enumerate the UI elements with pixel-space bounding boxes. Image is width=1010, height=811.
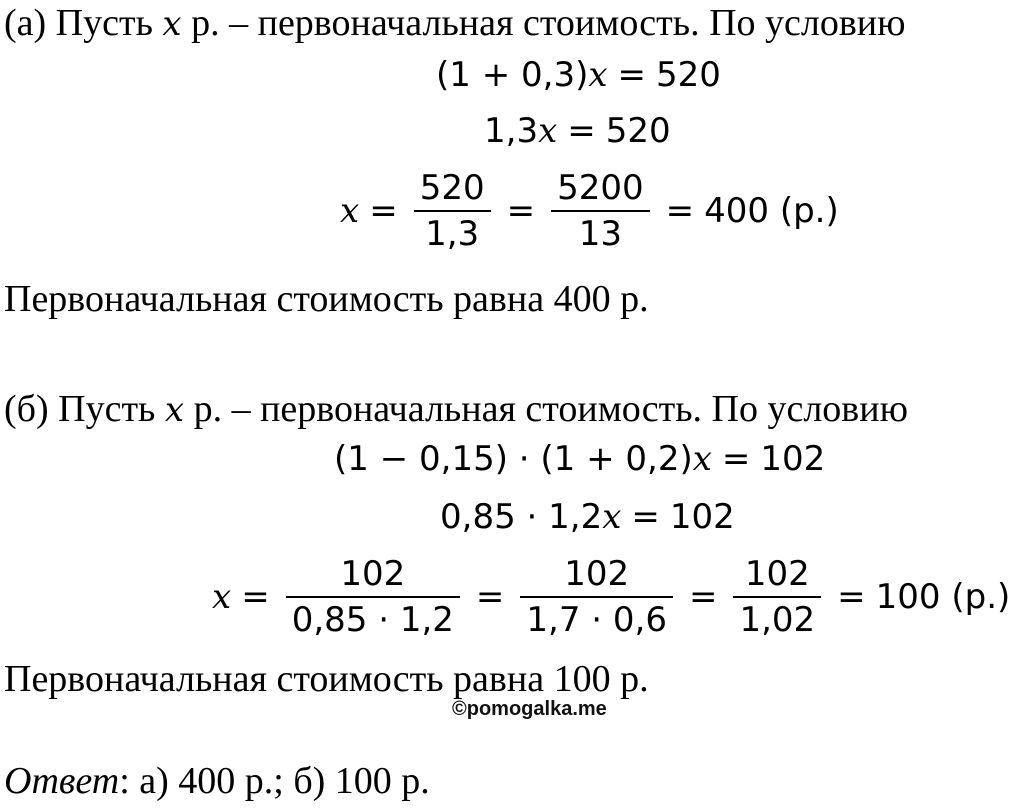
answer-text: : а) 400 р.; б) 100 р. xyxy=(119,760,430,802)
part-b-eq1-left: (1 − 0,15) · (1 + 0,2) xyxy=(334,439,693,479)
part-b-fraction-3-numerator: 102 xyxy=(744,554,810,594)
part-a-fraction-2-denominator: 13 xyxy=(578,214,622,254)
part-b-eq2-equals: = xyxy=(631,497,660,537)
part-a-eq1-left: (1 + 0,3) xyxy=(436,55,589,95)
part-a-eq2-var: x xyxy=(538,111,558,151)
part-a-eq3-result: 400 (р.) xyxy=(704,191,839,231)
answer-line xyxy=(4,758,430,804)
part-a-equation-2 xyxy=(484,108,671,154)
part-b-fraction-1-denominator: 0,85 · 1,2 xyxy=(291,600,454,640)
part-b-eq3-equals-4: = xyxy=(837,577,866,617)
part-a-fraction-1-denominator: 1,3 xyxy=(425,214,480,254)
part-b-eq2-left: 0,85 · 1,2 xyxy=(440,497,603,537)
part-a-eq2-right: 520 xyxy=(605,111,671,151)
part-a-conclusion: Первоначальная стоимость равна 400 р. xyxy=(4,278,649,320)
part-b-fraction-2-denominator: 1,7 · 0,6 xyxy=(526,600,667,640)
part-b-equation-1 xyxy=(334,436,825,482)
part-a-eq1-equals: = xyxy=(617,55,647,95)
part-b-eq3-result: 100 (р.) xyxy=(875,577,1010,617)
part-b-equation-2 xyxy=(440,494,735,540)
part-b-intro-suffix: р. – первоначальная стоимость. По условию xyxy=(184,388,908,430)
part-b-eq3-equals-3: = xyxy=(688,577,718,617)
part-b-conclusion: Первоначальная стоимость равна 100 р. xyxy=(4,658,649,700)
part-a-intro-suffix: р. – первоначальная стоимость. По условию xyxy=(181,2,906,44)
part-a-fraction-1-numerator: 520 xyxy=(419,168,485,208)
part-b-intro-var: x xyxy=(164,390,185,430)
part-b-fraction-2-numerator: 102 xyxy=(564,554,630,594)
part-b-fraction-3 xyxy=(733,552,821,642)
part-a-equation-3 xyxy=(340,166,839,256)
part-b-equation-3 xyxy=(212,552,1010,642)
part-a-eq2-left: 1,3 xyxy=(484,111,539,151)
part-a-eq3-var: x xyxy=(340,191,360,231)
part-a-intro-var: x xyxy=(162,4,182,44)
part-a-equation-1 xyxy=(436,52,721,98)
part-b-intro-prefix: (б) Пусть xyxy=(4,388,165,430)
part-b-fraction-1 xyxy=(286,552,460,642)
part-a-eq1-right: 520 xyxy=(656,55,721,95)
part-b-eq2-right: 102 xyxy=(669,497,735,537)
part-a-eq1-var: x xyxy=(588,55,608,95)
part-b-eq1-right: 102 xyxy=(760,439,826,479)
answer-label: Ответ xyxy=(4,760,120,802)
part-a-intro-prefix: (а) Пусть xyxy=(4,2,163,44)
part-b-eq3-equals-2: = xyxy=(475,577,505,617)
part-b-fraction-3-denominator: 1,02 xyxy=(739,600,816,640)
part-a-eq3-equals-3: = xyxy=(665,191,695,231)
part-b-eq2-var: x xyxy=(602,497,622,537)
part-b-eq3-equals-1: = xyxy=(241,577,270,617)
part-a-fraction-1 xyxy=(414,166,491,256)
watermark: ©pomogalka.me xyxy=(452,698,607,720)
part-a-intro xyxy=(4,0,906,47)
part-a-eq3-equals-1: = xyxy=(369,191,398,231)
part-b-fraction-2 xyxy=(520,552,673,642)
part-b-fraction-1-numerator: 102 xyxy=(340,554,406,594)
part-a-fraction-2 xyxy=(551,166,650,256)
part-b-eq1-var: x xyxy=(692,439,712,479)
part-b-intro xyxy=(4,386,908,433)
part-a-fraction-2-numerator: 5200 xyxy=(557,168,644,208)
part-b-eq1-equals: = xyxy=(721,439,751,479)
part-a-eq2-equals: = xyxy=(567,111,596,151)
part-a-eq3-equals-2: = xyxy=(506,191,536,231)
part-b-eq3-var: x xyxy=(212,577,232,617)
